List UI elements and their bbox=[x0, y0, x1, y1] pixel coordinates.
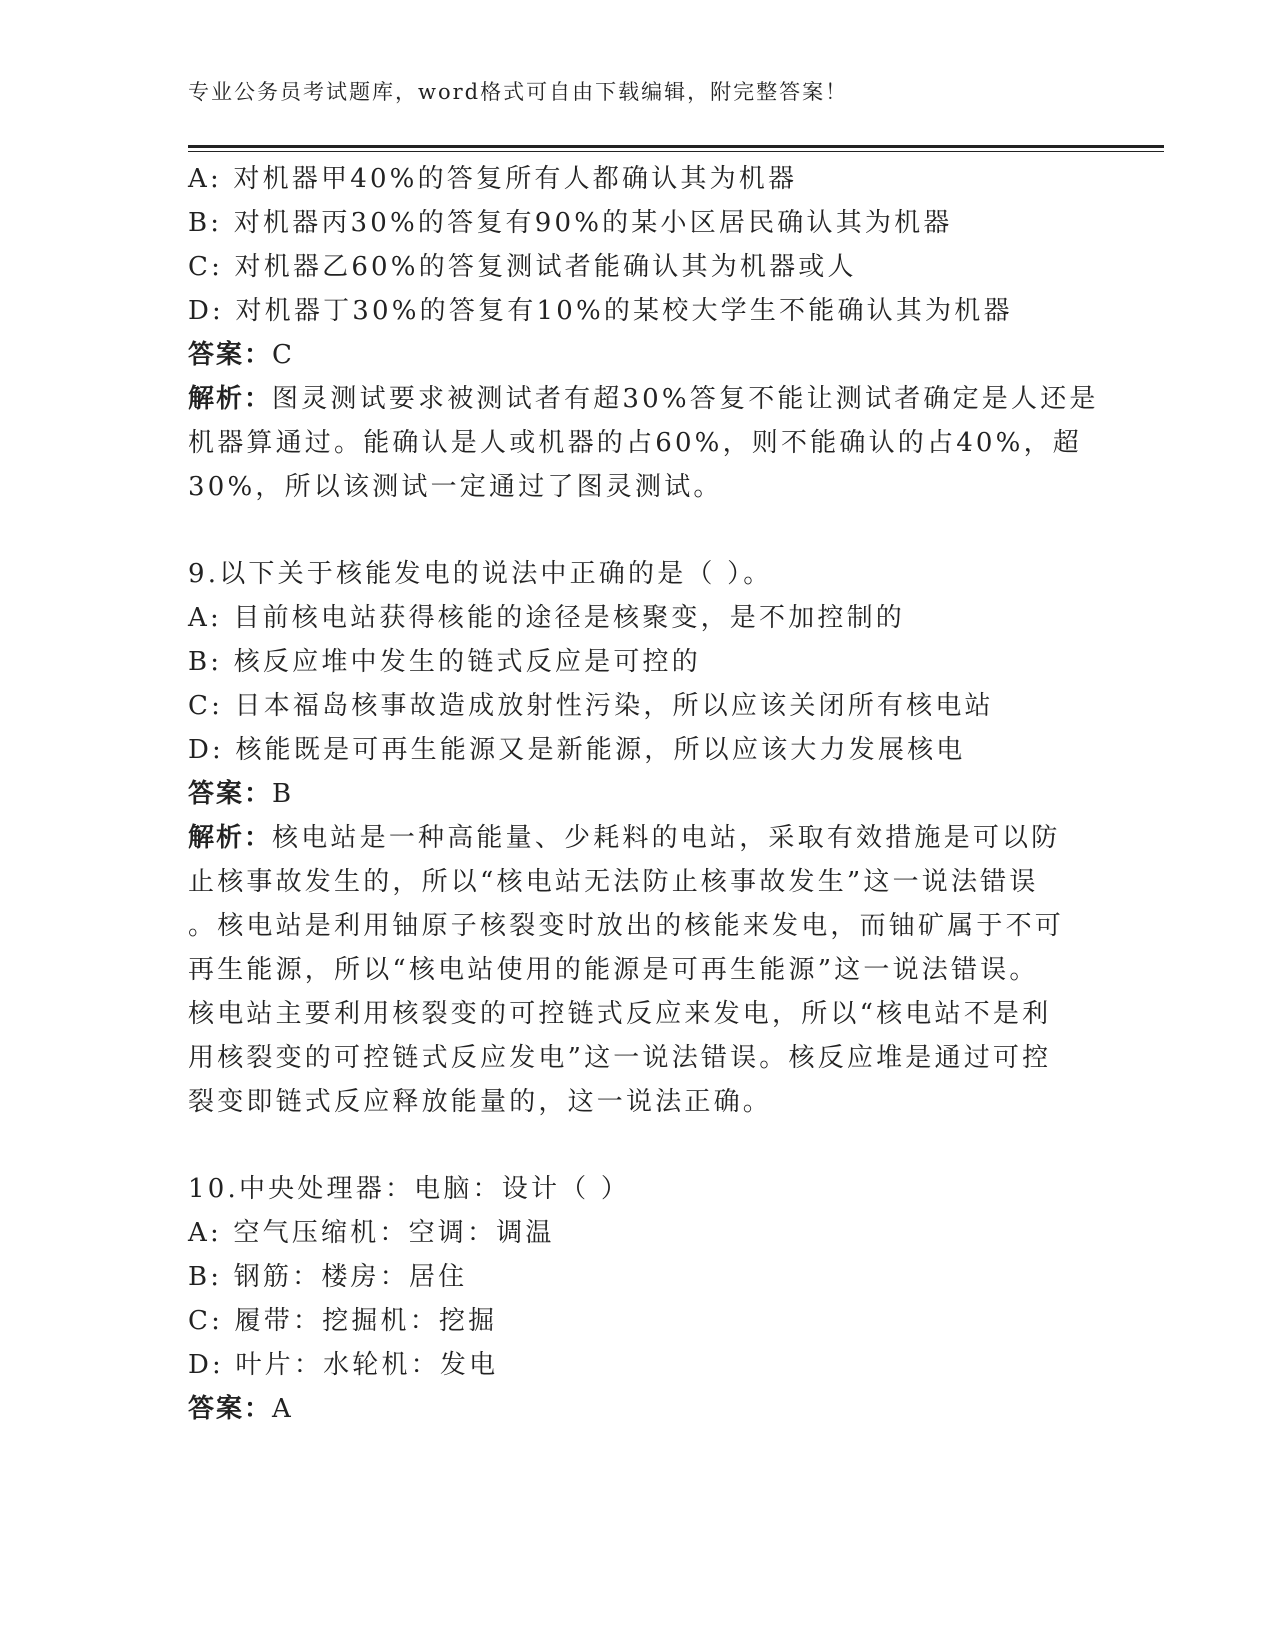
q9-option-c: C: 日本福岛核事故造成放射性污染，所以应该关闭所有核电站 bbox=[188, 691, 994, 721]
q10-option-a: A: 空气压缩机：空调：调温 bbox=[188, 1218, 555, 1248]
q9-option-d: D: 核能既是可再生能源又是新能源，所以应该大力发展核电 bbox=[188, 735, 966, 765]
page-header: 专业公务员考试题库，word格式可自由下载编辑，附完整答案！ bbox=[188, 80, 849, 104]
q10-answer bbox=[188, 1392, 294, 1426]
q9-stem: 9.以下关于核能发电的说法中正确的是（ ）。 bbox=[188, 559, 773, 589]
answer-value: C bbox=[272, 340, 296, 370]
analysis-label: 解析： bbox=[188, 823, 273, 853]
q9-option-b: B: 核反应堆中发生的链式反应是可控的 bbox=[188, 647, 701, 677]
q9-analysis-line: 。核电站是利用铀原子核裂变时放出的核能来发电，而铀矿属于不可 bbox=[188, 911, 1065, 941]
q10-option-b: B: 钢筋：楼房：居住 bbox=[188, 1262, 468, 1292]
q9-answer bbox=[188, 777, 294, 811]
q10-stem: 10.中央处理器：电脑：设计（ ） bbox=[188, 1174, 631, 1204]
q10-option-c: C: 履带：挖掘机：挖掘 bbox=[188, 1306, 498, 1336]
analysis-text: 图灵测试要求被测试者有超30%答复不能让测试者确定是人还是 bbox=[272, 384, 1099, 414]
q8-option-b: B: 对机器丙30%的答复有90%的某小区居民确认其为机器 bbox=[188, 208, 953, 238]
header-rule-thick bbox=[188, 145, 1164, 148]
q9-analysis-line bbox=[188, 821, 1060, 855]
analysis-label: 解析： bbox=[188, 384, 273, 414]
answer-label: 答案： bbox=[188, 1394, 273, 1424]
q8-analysis-line: 30%，所以该测试一定通过了图灵测试。 bbox=[188, 472, 723, 502]
q9-analysis-line: 止核事故发生的，所以“核电站无法防止核事故发生”这一说法错误 bbox=[188, 867, 1039, 897]
q8-analysis-line bbox=[188, 382, 1099, 416]
answer-label: 答案： bbox=[188, 340, 273, 370]
q8-analysis-line: 机器算通过。能确认是人或机器的占60%，则不能确认的占40%，超 bbox=[188, 428, 1082, 458]
q9-analysis-line: 再生能源，所以“核电站使用的能源是可再生能源”这一说法错误。 bbox=[188, 955, 1039, 985]
q8-option-d: D: 对机器丁30%的答复有10%的某校大学生不能确认其为机器 bbox=[188, 296, 1013, 326]
q10-option-d: D: 叶片：水轮机：发电 bbox=[188, 1350, 499, 1380]
header-rule-thin bbox=[188, 151, 1164, 152]
q9-analysis-line: 核电站主要利用核裂变的可控链式反应来发电，所以“核电站不是利 bbox=[188, 999, 1052, 1029]
q8-option-a: A: 对机器甲40%的答复所有人都确认其为机器 bbox=[188, 164, 798, 194]
analysis-text: 核电站是一种高能量、少耗料的电站，采取有效措施是可以防 bbox=[272, 823, 1061, 853]
q9-option-a: A: 目前核电站获得核能的途径是核聚变，是不加控制的 bbox=[188, 603, 906, 633]
q9-analysis-line: 用核裂变的可控链式反应发电”这一说法错误。核反应堆是通过可控 bbox=[188, 1043, 1052, 1073]
answer-value: B bbox=[272, 779, 295, 809]
q8-answer bbox=[188, 338, 295, 372]
answer-value: A bbox=[272, 1394, 294, 1424]
q9-analysis-line: 裂变即链式反应释放能量的，这一说法正确。 bbox=[188, 1087, 773, 1117]
q8-option-c: C: 对机器乙60%的答复测试者能确认其为机器或人 bbox=[188, 252, 857, 282]
answer-label: 答案： bbox=[188, 779, 273, 809]
